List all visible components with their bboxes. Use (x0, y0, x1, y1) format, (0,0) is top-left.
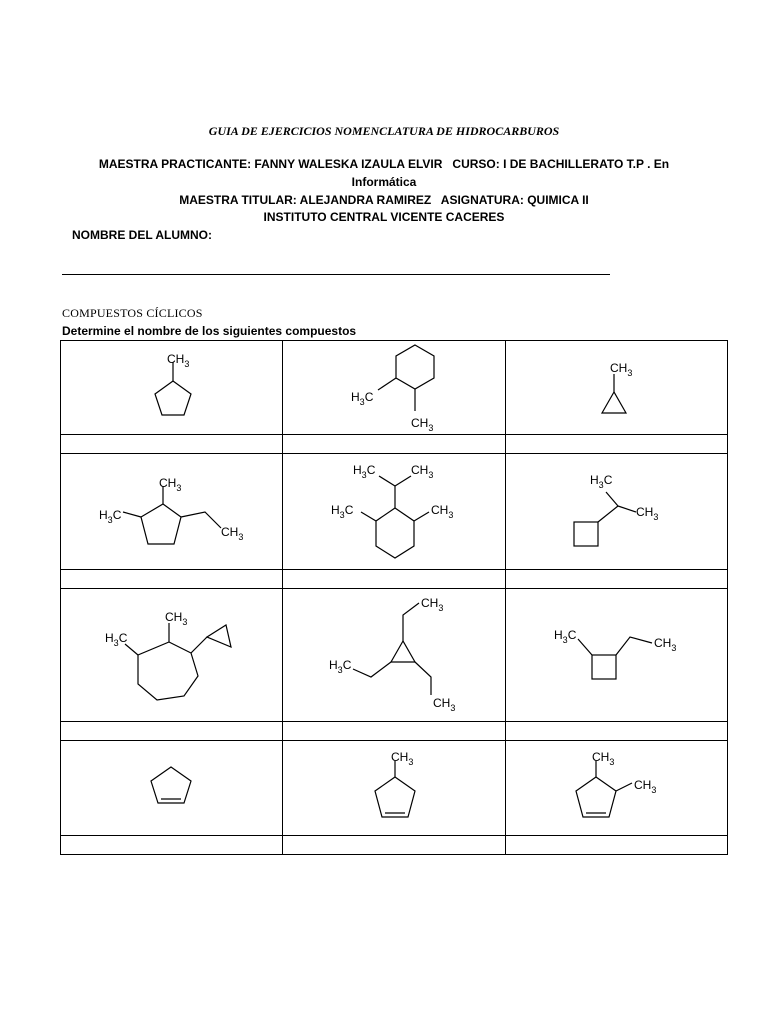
methyl-label (221, 525, 243, 542)
structure-cell (283, 341, 505, 435)
ethyl-methylcyclobutane-structure (506, 589, 728, 721)
answer-cell[interactable] (61, 836, 283, 855)
structure-cell (283, 454, 505, 570)
methyl-label (329, 658, 352, 675)
methyl-label (99, 508, 122, 525)
answer-cell[interactable] (61, 435, 283, 454)
triethylcyclopropane-structure (283, 589, 505, 721)
structure-cell (283, 741, 505, 836)
h3c-text: $H_3C$ (329, 658, 352, 675)
methyl-label (391, 750, 413, 767)
h3c-text: $H_3C$ (553, 628, 577, 645)
answer-cell[interactable] (505, 435, 727, 454)
answer-cell[interactable] (283, 722, 505, 741)
methyl-label (636, 505, 658, 522)
answer-cell[interactable] (61, 570, 283, 589)
h3c-text: $H_3C$ (99, 508, 122, 525)
ch3-text: $CH_3$ (411, 463, 434, 480)
ch3-text: $CH_3$ (421, 596, 444, 613)
structure-cell (505, 741, 727, 836)
h3c-text: $H_3C$ (353, 463, 376, 480)
ch3-text: $CH_3$ (411, 416, 434, 433)
methylcyclopentene-structure (283, 741, 505, 835)
h3c-text: $H_3C$ (331, 503, 354, 520)
methyl-label (167, 352, 189, 369)
teacher-practicante-line-cont: Informática (351, 175, 417, 189)
ch3-text: $CH_3$ (633, 778, 657, 795)
institute-line: INSTITUTO CENTRAL VICENTE CACERES (263, 210, 505, 224)
structure-cell (61, 454, 283, 570)
instruction-text: Determine el nombre de los siguientes compuestos (62, 324, 357, 338)
h3c-text: $H_3C$ (589, 473, 613, 490)
answer-cell[interactable] (283, 836, 505, 855)
methyl-label (433, 696, 455, 713)
methyl-label (105, 631, 128, 648)
ch3-text: $CH_3$ (609, 361, 633, 378)
h3c-text: $H_3C$ (351, 390, 374, 407)
structure-cell (61, 341, 283, 435)
methyl-label (421, 596, 443, 613)
methyl-label (431, 503, 453, 520)
dimethylcyclohexane-structure (283, 341, 505, 434)
ch3-text: $CH_3$ (167, 352, 190, 369)
student-name-label: NOMBRE DEL ALUMNO: (72, 228, 212, 242)
methyl-label (165, 610, 187, 627)
methyl-label (351, 390, 374, 407)
structure-cell (61, 589, 283, 722)
answer-cell[interactable] (505, 570, 727, 589)
ch3-text: $CH_3$ (635, 505, 659, 522)
methyl-label (159, 476, 181, 493)
answer-cell[interactable] (283, 570, 505, 589)
ch3-text: $CH_3$ (433, 696, 456, 713)
ch3-text: $CH_3$ (165, 610, 188, 627)
teacher-practicante-line: MAESTRA PRACTICANTE: FANNY WALESKA IZAULA ELVIR CURSO: I DE BACHILLERATO T.P . En (98, 157, 670, 171)
ch3-text: $CH_3$ (431, 503, 454, 520)
cyclopentene-structure (61, 741, 283, 835)
structure-cell (505, 589, 727, 722)
methyl-label (634, 778, 656, 795)
answer-cell[interactable] (505, 836, 727, 855)
answer-cell[interactable] (505, 722, 727, 741)
isopropylcyclobutane-structure (506, 454, 728, 569)
h3c-text: $H_3C$ (105, 631, 128, 648)
methyl-label (331, 503, 354, 520)
page-title: GUIA DE EJERCICIOS NOMENCLATURA DE HIDROCARBUROS (208, 124, 560, 138)
cyclopropyl-dimethylcycloheptane-structure (61, 589, 283, 721)
answer-cell[interactable] (283, 435, 505, 454)
ch3-text: $CH_3$ (391, 750, 414, 767)
methyl-label (610, 361, 632, 378)
ch3-text: $CH_3$ (591, 750, 615, 767)
methyl-label (590, 473, 613, 490)
answer-cell[interactable] (61, 722, 283, 741)
student-name-line[interactable] (62, 274, 610, 275)
methyl-label (411, 416, 433, 433)
dimethylcyclopentene-structure (506, 741, 728, 835)
methylcyclopropane-structure (506, 341, 728, 434)
methyl-label (554, 628, 577, 645)
methyl-label (654, 636, 676, 653)
structure-cell (61, 741, 283, 836)
exercise-grid (60, 340, 728, 855)
ch3-text: $CH_3$ (159, 476, 182, 493)
structure-cell (283, 589, 505, 722)
structure-cell (505, 341, 727, 435)
teacher-titular-line: MAESTRA TITULAR: ALEJANDRA RAMIREZ ASIGNATURA: QUIMICA II (179, 193, 589, 207)
ch3-text: $CH_3$ (653, 636, 677, 653)
structure-cell (505, 454, 727, 570)
methyl-label (592, 750, 614, 767)
methylcyclopentane-structure (61, 341, 283, 434)
methyl-label (411, 463, 433, 480)
ch3-text: $CH_3$ (221, 525, 244, 542)
isopropyl-dimethylcyclohexane-structure (283, 454, 505, 569)
methyl-label (353, 463, 376, 480)
ethyl-dimethylcyclopentane-structure (61, 454, 283, 569)
section-heading: COMPUESTOS CÍCLICOS (62, 306, 203, 320)
